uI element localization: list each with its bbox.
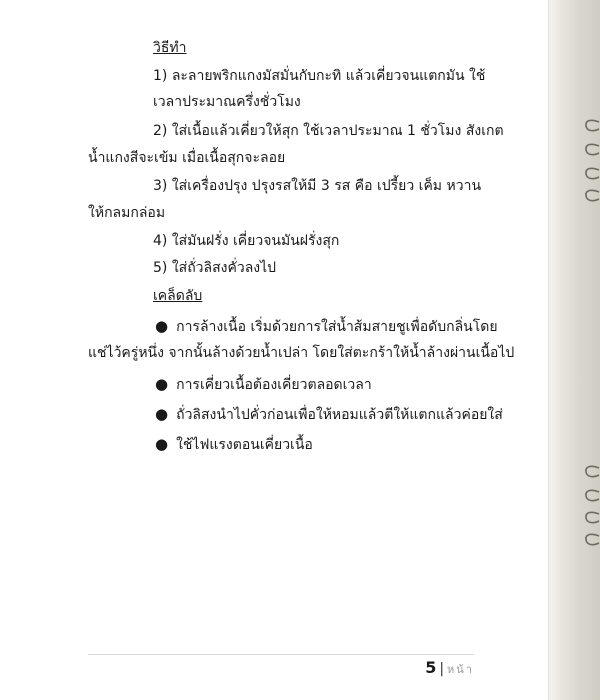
binding-ring-icon (583, 166, 600, 182)
step-1-line-1: 1) ละลายพริกแกงมัสมั่นกับกะทิ แล้วเคี่ยวจนแตกมัน ใช้ (153, 68, 486, 84)
step-3-line-2: ให้กลมกล่อม (88, 205, 166, 221)
bullet-icon: ● (155, 405, 169, 423)
step-3-line-1: 3) ใส่เครื่องปรุง ปรุงรสให้มี 3 รส คือ เปรี้ยว เค็ม หวาน (153, 178, 482, 194)
page-footer (400, 658, 474, 678)
page-number: 5 (425, 658, 437, 677)
footer-rule (88, 654, 474, 655)
binding-ring-icon (583, 464, 600, 480)
step-4: 4) ใส่มันฝรั่ง เคี่ยวจนมันฝรั่งสุก (153, 233, 340, 249)
binding-ring-icon (583, 118, 600, 134)
tip-1-line-2: แช่ไว้ครู่หนึ่ง จากนั้นล้างด้วยน้ำเปล่า โดยใส่ตะกร้าให้น้ำล้างผ่านเนื้อไป (88, 345, 515, 361)
tip-2 (155, 374, 372, 395)
binding-ring-icon (583, 142, 600, 158)
tip-3 (155, 404, 503, 425)
footer-separator: | (439, 661, 445, 677)
step-5: 5) ใส่ถั่วลิสงคั่วลงไป (153, 260, 277, 276)
binding-ring-icon (583, 532, 600, 548)
step-1-line-2: เวลาประมาณครึ่งชั่วโมง (153, 94, 301, 110)
tip-3-text: ถั่วลิสงนำไปคั่วก่อนเพื่อให้หอมแล้วตีให้แตกแล้วค่อยใส่ (176, 407, 503, 423)
binding-ring-icon (583, 510, 600, 526)
bullet-icon: ● (155, 317, 169, 335)
tip-1-text: การล้างเนื้อ เริ่มด้วยการใส่น้ำส้มสายชูเพื่อดับกลิ่นโดย (176, 319, 498, 335)
step-2-line-2: น้ำแกงสีจะเข้ม เมื่อเนื้อสุกจะลอย (88, 150, 286, 166)
tip-4-text: ใช้ไฟแรงตอนเคี่ยวเนื้อ (176, 437, 313, 453)
spiral-binding (548, 0, 600, 700)
tip-2-text: การเคี่ยวเนื้อต้องเคี่ยวตลอดเวลา (176, 377, 372, 393)
binding-ring-icon (583, 188, 600, 204)
bullet-icon: ● (155, 375, 169, 393)
bullet-icon: ● (155, 435, 169, 453)
tip-4 (155, 434, 313, 455)
method-heading: วิธีทำ (153, 40, 187, 56)
binding-ring-icon (583, 488, 600, 504)
page-word: หน้า (447, 663, 474, 676)
step-2-line-1: 2) ใส่เนื้อแล้วเคี่ยวให้สุก ใช้เวลาประมาณ 1 ชั่วโมง สังเกต (153, 123, 504, 139)
tip-1-line-1 (155, 316, 498, 337)
tips-heading: เคล็ดลับ (153, 288, 203, 304)
